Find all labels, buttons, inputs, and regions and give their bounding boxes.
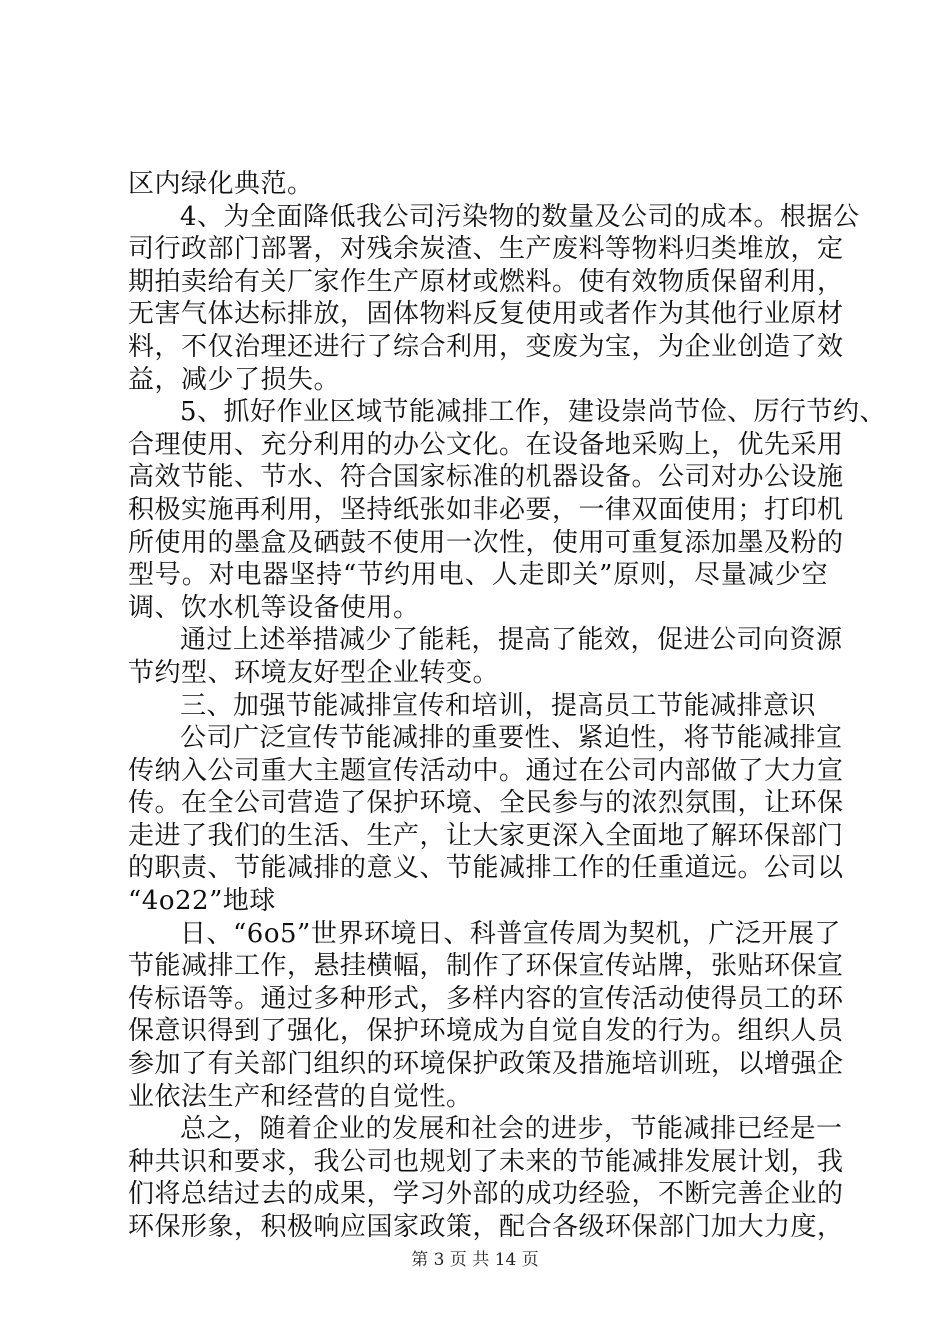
text-line: 调、饮水机等设备使用。 — [128, 592, 420, 623]
text-line: 高效节能、节水、符合国家标准的机器设备。公司对办公设施 — [128, 462, 844, 493]
text-line: 传。在全公司营造了保护环境、全民参与的浓烈氛围，让环保 — [128, 788, 844, 819]
text-line: 5、抓好作业区域节能减排工作，建设崇尚节俭、厉行节约、 — [180, 397, 887, 428]
text-line: 三、加强节能减排宣传和培训，提高员工节能减排意识 — [180, 690, 817, 721]
text-line: 合理使用、充分利用的办公文化。在设备地采购上，优先采用 — [128, 429, 844, 460]
text-line: 传标语等。通过多种形式，多样内容的宣传活动使得员工的环 — [128, 983, 844, 1014]
text-line: 益，减少了损失。 — [128, 364, 341, 395]
text-line: 积极实施再利用，坚持纸张如非必要，一律双面使用；打印机 — [128, 494, 844, 525]
text-line: 传纳入公司重大主题宣传活动中。通过在公司内部做了大力宣 — [128, 755, 844, 786]
text-line: 区内绿化典范。 — [128, 169, 314, 199]
text-line: 的职责、节能减排的意义、节能减排工作的任重道远。公司以 — [128, 853, 844, 884]
text-line: 们将总结过去的成果，学习外部的成功经验，不断完善企业的 — [128, 1179, 844, 1210]
text-line: 业依法生产和经营的自觉性。 — [128, 1081, 473, 1112]
text-line: 通过上述举措减少了能耗，提高了能效，促进公司向资源 — [180, 625, 843, 656]
text-line: 种共识和要求，我公司也规划了未来的节能减排发展计划，我 — [128, 1146, 844, 1177]
text-line: 期拍卖给有关厂家作生产原材或燃料。使有效物质保留利用， — [128, 266, 844, 297]
text-line: 节能减排工作，悬挂横幅，制作了环保宣传站牌，张贴环保宣 — [128, 951, 844, 982]
text-line: 型号。对电器坚持“节约用电、人走即关”原则，尽量减少空 — [128, 560, 828, 591]
text-line: “4o22”地球 — [128, 886, 276, 917]
text-line: 无害气体达标排放，固体物料反复使用或者作为其他行业原材 — [128, 299, 844, 330]
text-line: 料，不仅治理还进行了综合利用，变废为宝，为企业创造了效 — [128, 331, 844, 362]
text-line: 4、为全面降低我公司污染物的数量及公司的成本。根据公 — [180, 201, 860, 232]
text-line: 节约型、环境友好型企业转变。 — [128, 657, 500, 688]
page-footer: 第 3 页 共 14 页 — [411, 1250, 539, 1270]
text-line: 所使用的墨盒及硒鼓不使用一次性，使用可重复添加墨及粉的 — [128, 527, 844, 558]
text-line: 参加了有关部门组织的环境保护政策及措施培训班，以增强企 — [128, 1049, 844, 1080]
document-body — [128, 168, 887, 1244]
text-line: 环保形象，积极响应国家政策，配合各级环保部门加大力度， — [128, 1212, 844, 1242]
text-line: 总之，随着企业的发展和社会的进步，节能减排已经是一 — [180, 1114, 843, 1145]
text-line: 走进了我们的生活、生产，让大家更深入全面地了解环保部门 — [128, 820, 844, 851]
text-line: 保意识得到了强化，保护环境成为自觉自发的行为。组织人员 — [128, 1016, 844, 1047]
text-line: 司行政部门部署，对残余炭渣、生产废料等物料归类堆放，定 — [128, 234, 844, 265]
text-line: 日、“6o5”世界环境日、科普宣传周为契机，广泛开展了 — [180, 918, 841, 949]
text-line: 公司广泛宣传节能减排的重要性、紧迫性，将节能减排宣 — [180, 723, 843, 754]
